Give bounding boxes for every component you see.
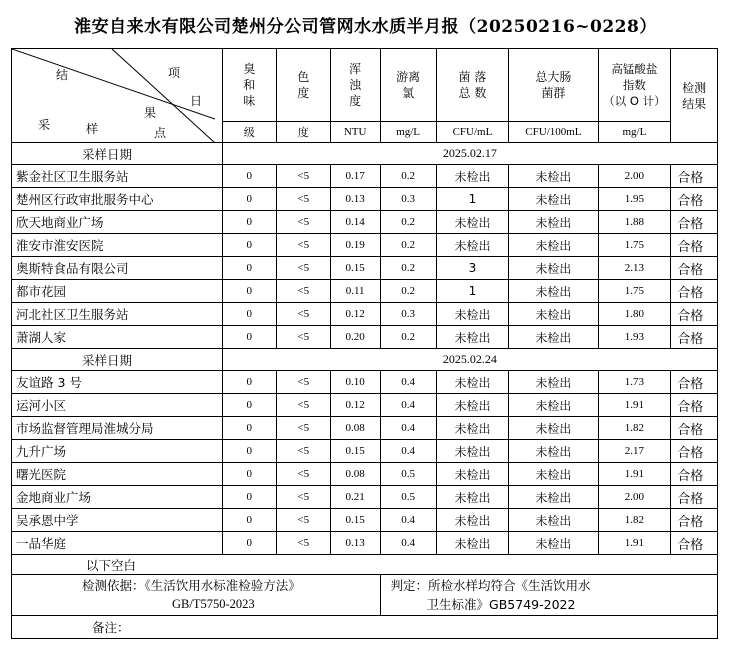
unit-chlorine: mg/L (380, 122, 436, 143)
turbidity-value: 0.08 (330, 463, 380, 486)
verdict (380, 575, 717, 616)
table-row (12, 211, 718, 234)
table-body (12, 143, 718, 555)
test-basis (12, 575, 381, 616)
colony-value: 未检出 (436, 234, 509, 257)
col-header-odor: 臭 和 味 (222, 49, 276, 122)
sampling-date: 2025.02.24 (222, 349, 717, 371)
result-value: 合格 (671, 371, 718, 394)
odor-value: 0 (222, 486, 276, 509)
unit-turbidity: NTU (330, 122, 380, 143)
coliform-value: 未检出 (509, 234, 598, 257)
turbidity-value: 0.15 (330, 440, 380, 463)
coliform-value: 未检出 (509, 486, 598, 509)
unit-colony: CFU/mL (436, 122, 509, 143)
odor-value: 0 (222, 234, 276, 257)
verdict-line1: 判定：所检水样均符合《生活饮用水 (390, 578, 591, 593)
colony-value: 未检出 (436, 303, 509, 326)
col-header-color: 色 度 (276, 49, 330, 122)
chlorine-value: 0.4 (380, 394, 436, 417)
turbidity-value: 0.08 (330, 417, 380, 440)
color-value: <5 (276, 326, 330, 349)
colony-value: 未检出 (436, 394, 509, 417)
chlorine-value: 0.4 (380, 417, 436, 440)
table-row (12, 509, 718, 532)
coliform-value: 未检出 (509, 394, 598, 417)
color-value: <5 (276, 532, 330, 555)
chlorine-value: 0.2 (380, 326, 436, 349)
site-name: 河北社区卫生服务站 (12, 303, 223, 326)
odor-value: 0 (222, 394, 276, 417)
site-name: 吴承恩中学 (12, 509, 223, 532)
site-name: 一品华庭 (12, 532, 223, 555)
basis-line2: GB/T5750-2023 (172, 597, 255, 611)
coliform-value: 未检出 (509, 211, 598, 234)
table-row (12, 188, 718, 211)
corner-label-day: 日 (190, 94, 203, 108)
water-quality-table (11, 48, 718, 639)
sampling-date: 2025.02.17 (222, 143, 717, 165)
table-row (12, 532, 718, 555)
color-value: <5 (276, 509, 330, 532)
table-row (12, 280, 718, 303)
color-value: <5 (276, 417, 330, 440)
coliform-value: 未检出 (509, 303, 598, 326)
chlorine-value: 0.2 (380, 165, 436, 188)
colony-value: 未检出 (436, 211, 509, 234)
blank-note: 以下空白 (12, 555, 718, 575)
cod-value: 2.00 (598, 486, 671, 509)
table-row (12, 394, 718, 417)
colony-value: 3 (436, 257, 509, 280)
cod-value: 1.82 (598, 417, 671, 440)
site-name: 市场监督管理局淮城分局 (12, 417, 223, 440)
turbidity-value: 0.14 (330, 211, 380, 234)
coliform-value: 未检出 (509, 440, 598, 463)
site-name: 欣天地商业广场 (12, 211, 223, 234)
color-value: <5 (276, 440, 330, 463)
result-value: 合格 (671, 440, 718, 463)
result-value: 合格 (671, 188, 718, 211)
color-value: <5 (276, 280, 330, 303)
col-header-cod: 高锰酸盐 指数 （以 O 计） (598, 49, 671, 122)
color-value: <5 (276, 211, 330, 234)
color-value: <5 (276, 257, 330, 280)
result-value: 合格 (671, 234, 718, 257)
cod-value: 1.75 (598, 234, 671, 257)
sampling-date-label: 采样日期 (12, 349, 223, 371)
chlorine-value: 0.4 (380, 509, 436, 532)
turbidity-value: 0.12 (330, 394, 380, 417)
col-header-turbidity: 浑 浊 度 (330, 49, 380, 122)
colony-value: 未检出 (436, 486, 509, 509)
coliform-value: 未检出 (509, 280, 598, 303)
colony-value: 未检出 (436, 532, 509, 555)
corner-label-sample1: 采 (38, 118, 51, 132)
table-row (12, 463, 718, 486)
colony-value: 未检出 (436, 417, 509, 440)
corner-label-item: 项 (168, 66, 181, 80)
coliform-value: 未检出 (509, 165, 598, 188)
result-value: 合格 (671, 211, 718, 234)
chlorine-value: 0.3 (380, 188, 436, 211)
report-title: 淮安自来水有限公司楚州分公司管网水水质半月报（20250216~0228） (74, 17, 657, 37)
table-footer (12, 555, 718, 639)
site-name: 奥斯特食品有限公司 (12, 257, 223, 280)
result-value: 合格 (671, 394, 718, 417)
corner-label-conclusion: 结 (56, 68, 69, 82)
cod-value: 1.91 (598, 532, 671, 555)
sampling-date-row (12, 143, 718, 165)
turbidity-value: 0.13 (330, 532, 380, 555)
col-header-chlorine: 游离 氯 (380, 49, 436, 122)
site-name: 都市花园 (12, 280, 223, 303)
verdict-line2: 卫生标准》GB5749-2022 (426, 597, 576, 612)
turbidity-value: 0.15 (330, 257, 380, 280)
corner-label-point: 点 (154, 126, 167, 140)
result-value: 合格 (671, 417, 718, 440)
cod-value: 2.17 (598, 440, 671, 463)
result-value: 合格 (671, 463, 718, 486)
turbidity-value: 0.19 (330, 234, 380, 257)
colony-value: 未检出 (436, 463, 509, 486)
color-value: <5 (276, 394, 330, 417)
result-value: 合格 (671, 532, 718, 555)
corner-diagonal-cell (12, 49, 223, 143)
result-value: 合格 (671, 280, 718, 303)
coliform-value: 未检出 (509, 532, 598, 555)
site-name: 楚州区行政审批服务中心 (12, 188, 223, 211)
col-header-coliform: 总大肠 菌群 (509, 49, 598, 122)
chlorine-value: 0.5 (380, 486, 436, 509)
coliform-value: 未检出 (509, 326, 598, 349)
sampling-date-row (12, 349, 718, 371)
odor-value: 0 (222, 440, 276, 463)
site-name: 友谊路 3 号 (12, 371, 223, 394)
odor-value: 0 (222, 532, 276, 555)
odor-value: 0 (222, 211, 276, 234)
coliform-value: 未检出 (509, 257, 598, 280)
table-row (12, 257, 718, 280)
colony-value: 1 (436, 188, 509, 211)
cod-value: 1.88 (598, 211, 671, 234)
colony-value: 未检出 (436, 509, 509, 532)
coliform-value: 未检出 (509, 188, 598, 211)
cod-value: 1.82 (598, 509, 671, 532)
site-name: 九升广场 (12, 440, 223, 463)
table-row (12, 417, 718, 440)
chlorine-value: 0.2 (380, 211, 436, 234)
odor-value: 0 (222, 303, 276, 326)
chlorine-value: 0.2 (380, 257, 436, 280)
chlorine-value: 0.5 (380, 463, 436, 486)
table-row (12, 234, 718, 257)
unit-cod: mg/L (598, 122, 671, 143)
coliform-value: 未检出 (509, 509, 598, 532)
color-value: <5 (276, 303, 330, 326)
odor-value: 0 (222, 165, 276, 188)
odor-value: 0 (222, 509, 276, 532)
turbidity-value: 0.15 (330, 509, 380, 532)
odor-value: 0 (222, 417, 276, 440)
odor-value: 0 (222, 280, 276, 303)
turbidity-value: 0.13 (330, 188, 380, 211)
coliform-value: 未检出 (509, 417, 598, 440)
result-value: 合格 (671, 509, 718, 532)
odor-value: 0 (222, 326, 276, 349)
header-row (12, 49, 718, 122)
unit-odor: 级 (222, 122, 276, 143)
colony-value: 未检出 (436, 326, 509, 349)
turbidity-value: 0.11 (330, 280, 380, 303)
site-name: 金地商业广场 (12, 486, 223, 509)
cod-value: 1.80 (598, 303, 671, 326)
remark: 备注： (12, 616, 718, 639)
color-value: <5 (276, 463, 330, 486)
color-value: <5 (276, 234, 330, 257)
colony-value: 未检出 (436, 165, 509, 188)
table-row (12, 165, 718, 188)
site-name: 萧湖人家 (12, 326, 223, 349)
color-value: <5 (276, 371, 330, 394)
site-name: 曙光医院 (12, 463, 223, 486)
cod-value: 1.75 (598, 280, 671, 303)
cod-value: 1.91 (598, 463, 671, 486)
coliform-value: 未检出 (509, 463, 598, 486)
basis-line1: 检测依据：《生活饮用水标准检验方法》 (82, 578, 301, 593)
turbidity-value: 0.17 (330, 165, 380, 188)
turbidity-value: 0.12 (330, 303, 380, 326)
table-row (12, 303, 718, 326)
turbidity-value: 0.21 (330, 486, 380, 509)
cod-value: 1.91 (598, 394, 671, 417)
cod-value: 1.95 (598, 188, 671, 211)
unit-color: 度 (276, 122, 330, 143)
result-value: 合格 (671, 326, 718, 349)
chlorine-value: 0.4 (380, 532, 436, 555)
unit-coliform: CFU/100mL (509, 122, 598, 143)
col-header-result: 检测 结果 (671, 49, 718, 143)
cod-value: 2.00 (598, 165, 671, 188)
color-value: <5 (276, 165, 330, 188)
table-row (12, 486, 718, 509)
site-name: 运河小区 (12, 394, 223, 417)
table-row (12, 440, 718, 463)
odor-value: 0 (222, 188, 276, 211)
odor-value: 0 (222, 463, 276, 486)
chlorine-value: 0.2 (380, 280, 436, 303)
corner-label-fruit: 果 (144, 106, 157, 120)
sampling-date-label: 采样日期 (12, 143, 223, 165)
color-value: <5 (276, 486, 330, 509)
coliform-value: 未检出 (509, 371, 598, 394)
colony-value: 未检出 (436, 371, 509, 394)
chlorine-value: 0.2 (380, 234, 436, 257)
colony-value: 未检出 (436, 440, 509, 463)
result-value: 合格 (671, 303, 718, 326)
result-value: 合格 (671, 486, 718, 509)
result-value: 合格 (671, 165, 718, 188)
colony-value: 1 (436, 280, 509, 303)
table-row (12, 371, 718, 394)
chlorine-value: 0.4 (380, 440, 436, 463)
site-name: 淮安市淮安医院 (12, 234, 223, 257)
odor-value: 0 (222, 257, 276, 280)
site-name: 紫金社区卫生服务站 (12, 165, 223, 188)
cod-value: 2.13 (598, 257, 671, 280)
col-header-colony: 菌 落 总 数 (436, 49, 509, 122)
cod-value: 1.73 (598, 371, 671, 394)
turbidity-value: 0.20 (330, 326, 380, 349)
cod-value: 1.93 (598, 326, 671, 349)
chlorine-value: 0.3 (380, 303, 436, 326)
chlorine-value: 0.4 (380, 371, 436, 394)
odor-value: 0 (222, 371, 276, 394)
color-value: <5 (276, 188, 330, 211)
turbidity-value: 0.10 (330, 371, 380, 394)
result-value: 合格 (671, 257, 718, 280)
table-row (12, 326, 718, 349)
corner-label-sample2: 样 (86, 122, 99, 136)
